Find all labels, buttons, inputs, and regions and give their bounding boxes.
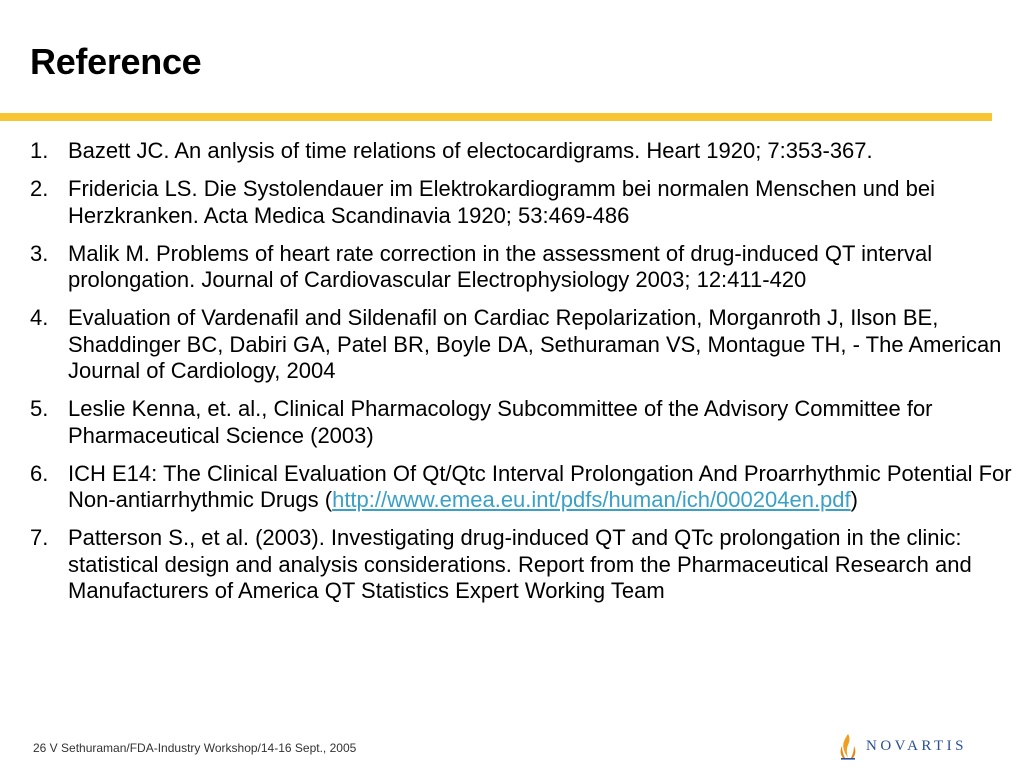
reference-text: Leslie Kenna, et. al., Clinical Pharmacology Subcommittee of the Advisory Committee for Pharmaceutical Science (2003) <box>68 396 933 448</box>
novartis-wordmark: NOVARTIS <box>866 738 968 754</box>
novartis-logo <box>838 732 967 760</box>
reference-number: 6. <box>30 460 49 486</box>
reference-number: 1. <box>30 138 49 163</box>
reference-item-3 <box>30 241 1015 294</box>
reference-number: 2. <box>30 176 49 201</box>
reference-text: ICH E14: The Clinical Evaluation Of Qt/Qtc Interval Prolongation And Proarrhythmic Potential For Non-antiarrhythmic Drugs ( <box>68 460 1012 512</box>
reference-list <box>30 138 1015 616</box>
novartis-flame-icon <box>838 732 858 760</box>
reference-text: Bazett JC. An anlysis of time relations of electocardigrams. Heart 1920; 7:353-367. <box>68 138 873 163</box>
reference-text: Fridericia LS. Die Systolendauer im Elektrokardiogramm bei normalen Menschen und bei Herzkranken. Acta Medica Scandinavia 1920; 53:469-486 <box>68 176 935 228</box>
reference-number: 4. <box>30 305 49 330</box>
title-divider <box>0 113 992 121</box>
reference-item-1 <box>30 138 1015 165</box>
reference-item-5 <box>30 396 1015 449</box>
slide-title: Reference <box>30 41 202 82</box>
reference-number: 3. <box>30 240 49 266</box>
reference-text: Malik M. Problems of heart rate correction in the assessment of drug-induced QT interval prolongation. Journal of Cardiovascular Electrophysiology 2003; 12:411-420 <box>68 240 933 292</box>
reference-number: 5. <box>30 396 49 421</box>
reference-item-4 <box>30 305 1015 385</box>
reference-item-6 <box>30 461 1015 514</box>
reference-text-closing: ) <box>850 487 858 512</box>
reference-text: Patterson S., et al. (2003). Investigating drug-induced QT and QTc prolongation in the clinic: statistical design and analysis considerations. Report from the Pharmaceutical Research and Manufacturers of America QT Statistics Expert Working Team <box>68 525 972 603</box>
reference-text: Evaluation of Vardenafil and Sildenafil on Cardiac Repolarization, Morganroth J, Ilson BE, Shaddinger BC, Dabiri GA, Patel BR, Boyle DA, Sethuraman VS, Montague TH, - The American Journal of Cardiology, 2004 <box>68 305 1002 383</box>
ich-e14-pdf-link[interactable]: http://www.emea.eu.int/pdfs/human/ich/000204en.pdf <box>332 487 851 512</box>
reference-item-7 <box>30 525 1015 605</box>
reference-number: 7. <box>30 525 49 550</box>
reference-item-2 <box>30 176 1015 229</box>
slide-footer: 26 V Sethuraman/FDA-Industry Workshop/14-16 Sept., 2005 <box>33 741 357 755</box>
